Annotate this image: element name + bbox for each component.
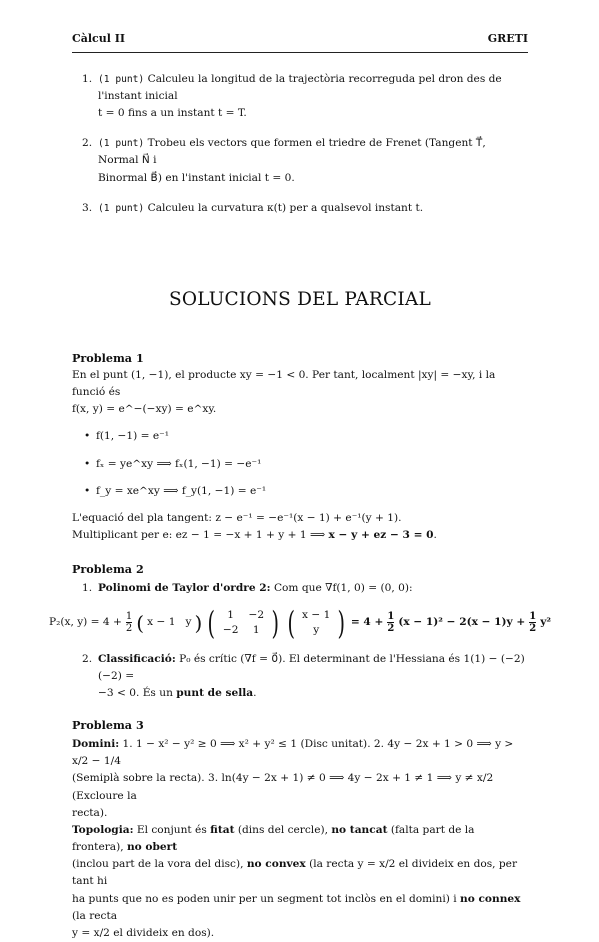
bullet-item: • f(1, −1) = e⁻¹ bbox=[72, 428, 528, 445]
matrix-cell: 1 bbox=[252, 623, 260, 636]
topology-term: no convex bbox=[246, 858, 306, 871]
problem-1-intro bbox=[72, 367, 528, 418]
equation-result: (x − 1)² − 2(x − 1)y + bbox=[398, 615, 526, 628]
topology-term: no connex bbox=[460, 892, 521, 905]
domain-text: recta). bbox=[72, 806, 108, 819]
item-text: Com que ∇f(1, 0) = (0, 0): bbox=[270, 582, 413, 595]
question-points: (1 punt) bbox=[98, 73, 145, 85]
hessian-matrix bbox=[205, 603, 281, 642]
paren-close: ) bbox=[271, 603, 280, 642]
frac-num: 1 bbox=[125, 611, 133, 623]
question-number: 3. bbox=[82, 201, 93, 214]
bullet-item: • fₓ = ye^xy ⟹ fₓ(1, −1) = −e⁻¹ bbox=[72, 456, 528, 473]
course-title: Càlcul II bbox=[72, 32, 126, 45]
topology-term: no obert bbox=[126, 841, 178, 854]
paren-open: ( bbox=[207, 603, 216, 642]
item-text-cont: −3 < 0. És un bbox=[98, 686, 177, 699]
item-label: Polinomi de Taylor d'ordre 2: bbox=[98, 582, 271, 595]
item-emphasis: punt de sella bbox=[176, 686, 254, 699]
row-vector: x − 1 y bbox=[147, 615, 192, 628]
half-fraction bbox=[126, 611, 132, 634]
domain-text: (Semiplà sobre la recta). 3. ln(4y − 2x + 1) ≠ 0 ⟹ 4y − 2x + 1 ≠ 1 ⟹ y ≠ x/2 (Excloure la bbox=[72, 772, 494, 802]
problem-2-heading: Problema 2 bbox=[72, 562, 144, 577]
domain-label: Domini: bbox=[72, 738, 120, 751]
problem-3-heading: Problema 3 bbox=[72, 718, 144, 733]
question-number: 1. bbox=[82, 72, 93, 85]
frac-num: 1 bbox=[529, 611, 537, 623]
vector-cell: y bbox=[313, 623, 320, 636]
period: . bbox=[433, 529, 437, 542]
multiply-text: Multiplicant per e: ez − 1 = −x + 1 + y + 1 ⟹ bbox=[72, 529, 329, 542]
domain-text: 1. 1 − x² − y² ≥ 0 ⟹ x² + y² ≤ 1 (Disc unitat). 2. 4y − 2x + 1 > 0 ⟹ y > x/2 − 1/4 bbox=[72, 738, 514, 768]
group-label: GRETI bbox=[487, 32, 528, 45]
half-fraction bbox=[387, 611, 394, 634]
paren-close: ) bbox=[337, 603, 346, 642]
topology-text: (inclou part de la vora del disc), bbox=[72, 858, 247, 871]
frac-num: 1 bbox=[387, 611, 395, 623]
matrix-cell: −2 bbox=[248, 609, 265, 622]
frac-den: 2 bbox=[529, 623, 537, 635]
period: . bbox=[253, 686, 257, 699]
item-number: 2. bbox=[82, 652, 93, 665]
topology-text: ha punts que no es poden unir per un segment tot inclòs en el domini) i bbox=[72, 892, 461, 905]
tangent-plane-line: L'equació del pla tangent: z − e⁻¹ = −e⁻¹(x − 1) + e⁻¹(y + 1). bbox=[72, 511, 402, 524]
half-fraction bbox=[529, 611, 536, 634]
paren-close: ) bbox=[194, 610, 203, 635]
paren-open: ( bbox=[136, 610, 145, 635]
question-text: Calculeu la longitud de la trajectòria recorreguda pel dron des de l'instant inicial bbox=[98, 72, 502, 102]
question-item bbox=[72, 135, 528, 186]
topology-text: (dins del cercle), bbox=[234, 823, 332, 836]
document-page bbox=[48, 30, 552, 942]
topology-text: y = x/2 el divideix en dos). bbox=[72, 926, 215, 939]
taylor-equation bbox=[48, 603, 552, 642]
topology-label: Topologia: bbox=[72, 823, 134, 836]
question-text-cont: t = 0 fins a un instant t = T. bbox=[98, 107, 247, 120]
topology-text: (falta part de la frontera), bbox=[72, 823, 475, 854]
header-rule bbox=[72, 52, 528, 53]
question-item bbox=[72, 200, 528, 217]
equation-lhs: P₂(x, y) = 4 + bbox=[48, 615, 122, 628]
column-vector bbox=[285, 603, 348, 642]
question-number: 2. bbox=[82, 137, 93, 150]
paren-open: ( bbox=[287, 603, 295, 642]
question-text: Calculeu la curvatura κ(t) per a qualsevol instant t. bbox=[144, 201, 424, 214]
item-label: Classificació: bbox=[98, 652, 176, 665]
vector-cell: x − 1 bbox=[302, 609, 331, 622]
topology-paragraph bbox=[72, 822, 528, 942]
problem-1-line: En el punt (1, −1), el producte xy = −1 < 0. Per tant, localment |xy| = −xy, i la funció és bbox=[72, 369, 496, 399]
equation-result: y² bbox=[540, 615, 552, 628]
question-points: (1 punt) bbox=[98, 202, 145, 214]
question-text-cont: Binormal B⃗) en l'instant inicial t = 0. bbox=[98, 171, 295, 184]
plane-equation-result: x − y + ez − 3 = 0 bbox=[328, 529, 434, 542]
vector-table bbox=[297, 608, 335, 637]
solutions-title: SOLUCIONS DEL PARCIAL bbox=[169, 288, 431, 310]
item-number: 1. bbox=[82, 582, 93, 595]
question-text: Trobeu els vectors que formen el triedre de Frenet (Tangent T⃗, Normal N⃗ i bbox=[98, 137, 486, 167]
question-list bbox=[72, 71, 528, 217]
multiply-line bbox=[72, 527, 528, 544]
frac-den: 2 bbox=[387, 623, 395, 635]
topology-term: no tancat bbox=[331, 823, 388, 836]
matrix-cell: −2 bbox=[222, 623, 239, 636]
equation-result: = 4 + bbox=[350, 615, 384, 628]
question-item bbox=[72, 71, 528, 122]
frac-den: 2 bbox=[125, 623, 133, 635]
matrix-table bbox=[218, 608, 269, 637]
page-header bbox=[72, 30, 528, 48]
bullet-item: • f_y = xe^xy ⟹ f_y(1, −1) = e⁻¹ bbox=[72, 483, 528, 500]
item-text: P₀ és crític (∇f = 0⃗). El determinant de l'Hessiana és 1(1) − (−2)(−2) = bbox=[98, 652, 525, 682]
problem-1-heading: Problema 1 bbox=[72, 350, 144, 365]
problem-2-item bbox=[72, 651, 528, 702]
topology-text: (la recta bbox=[72, 909, 118, 922]
matrix-cell: 1 bbox=[227, 609, 235, 622]
question-points: (1 punt) bbox=[98, 138, 145, 150]
problem-2-item bbox=[72, 580, 528, 597]
problem-1-line: f(x, y) = e^−(−xy) = e^xy. bbox=[72, 403, 217, 416]
topology-term: fitat bbox=[210, 823, 235, 836]
topology-text: (la recta y = x/2 el divideix en dos, per tant hi bbox=[72, 858, 518, 888]
topology-text: El conjunt és bbox=[133, 823, 211, 836]
domain-paragraph bbox=[72, 736, 528, 822]
